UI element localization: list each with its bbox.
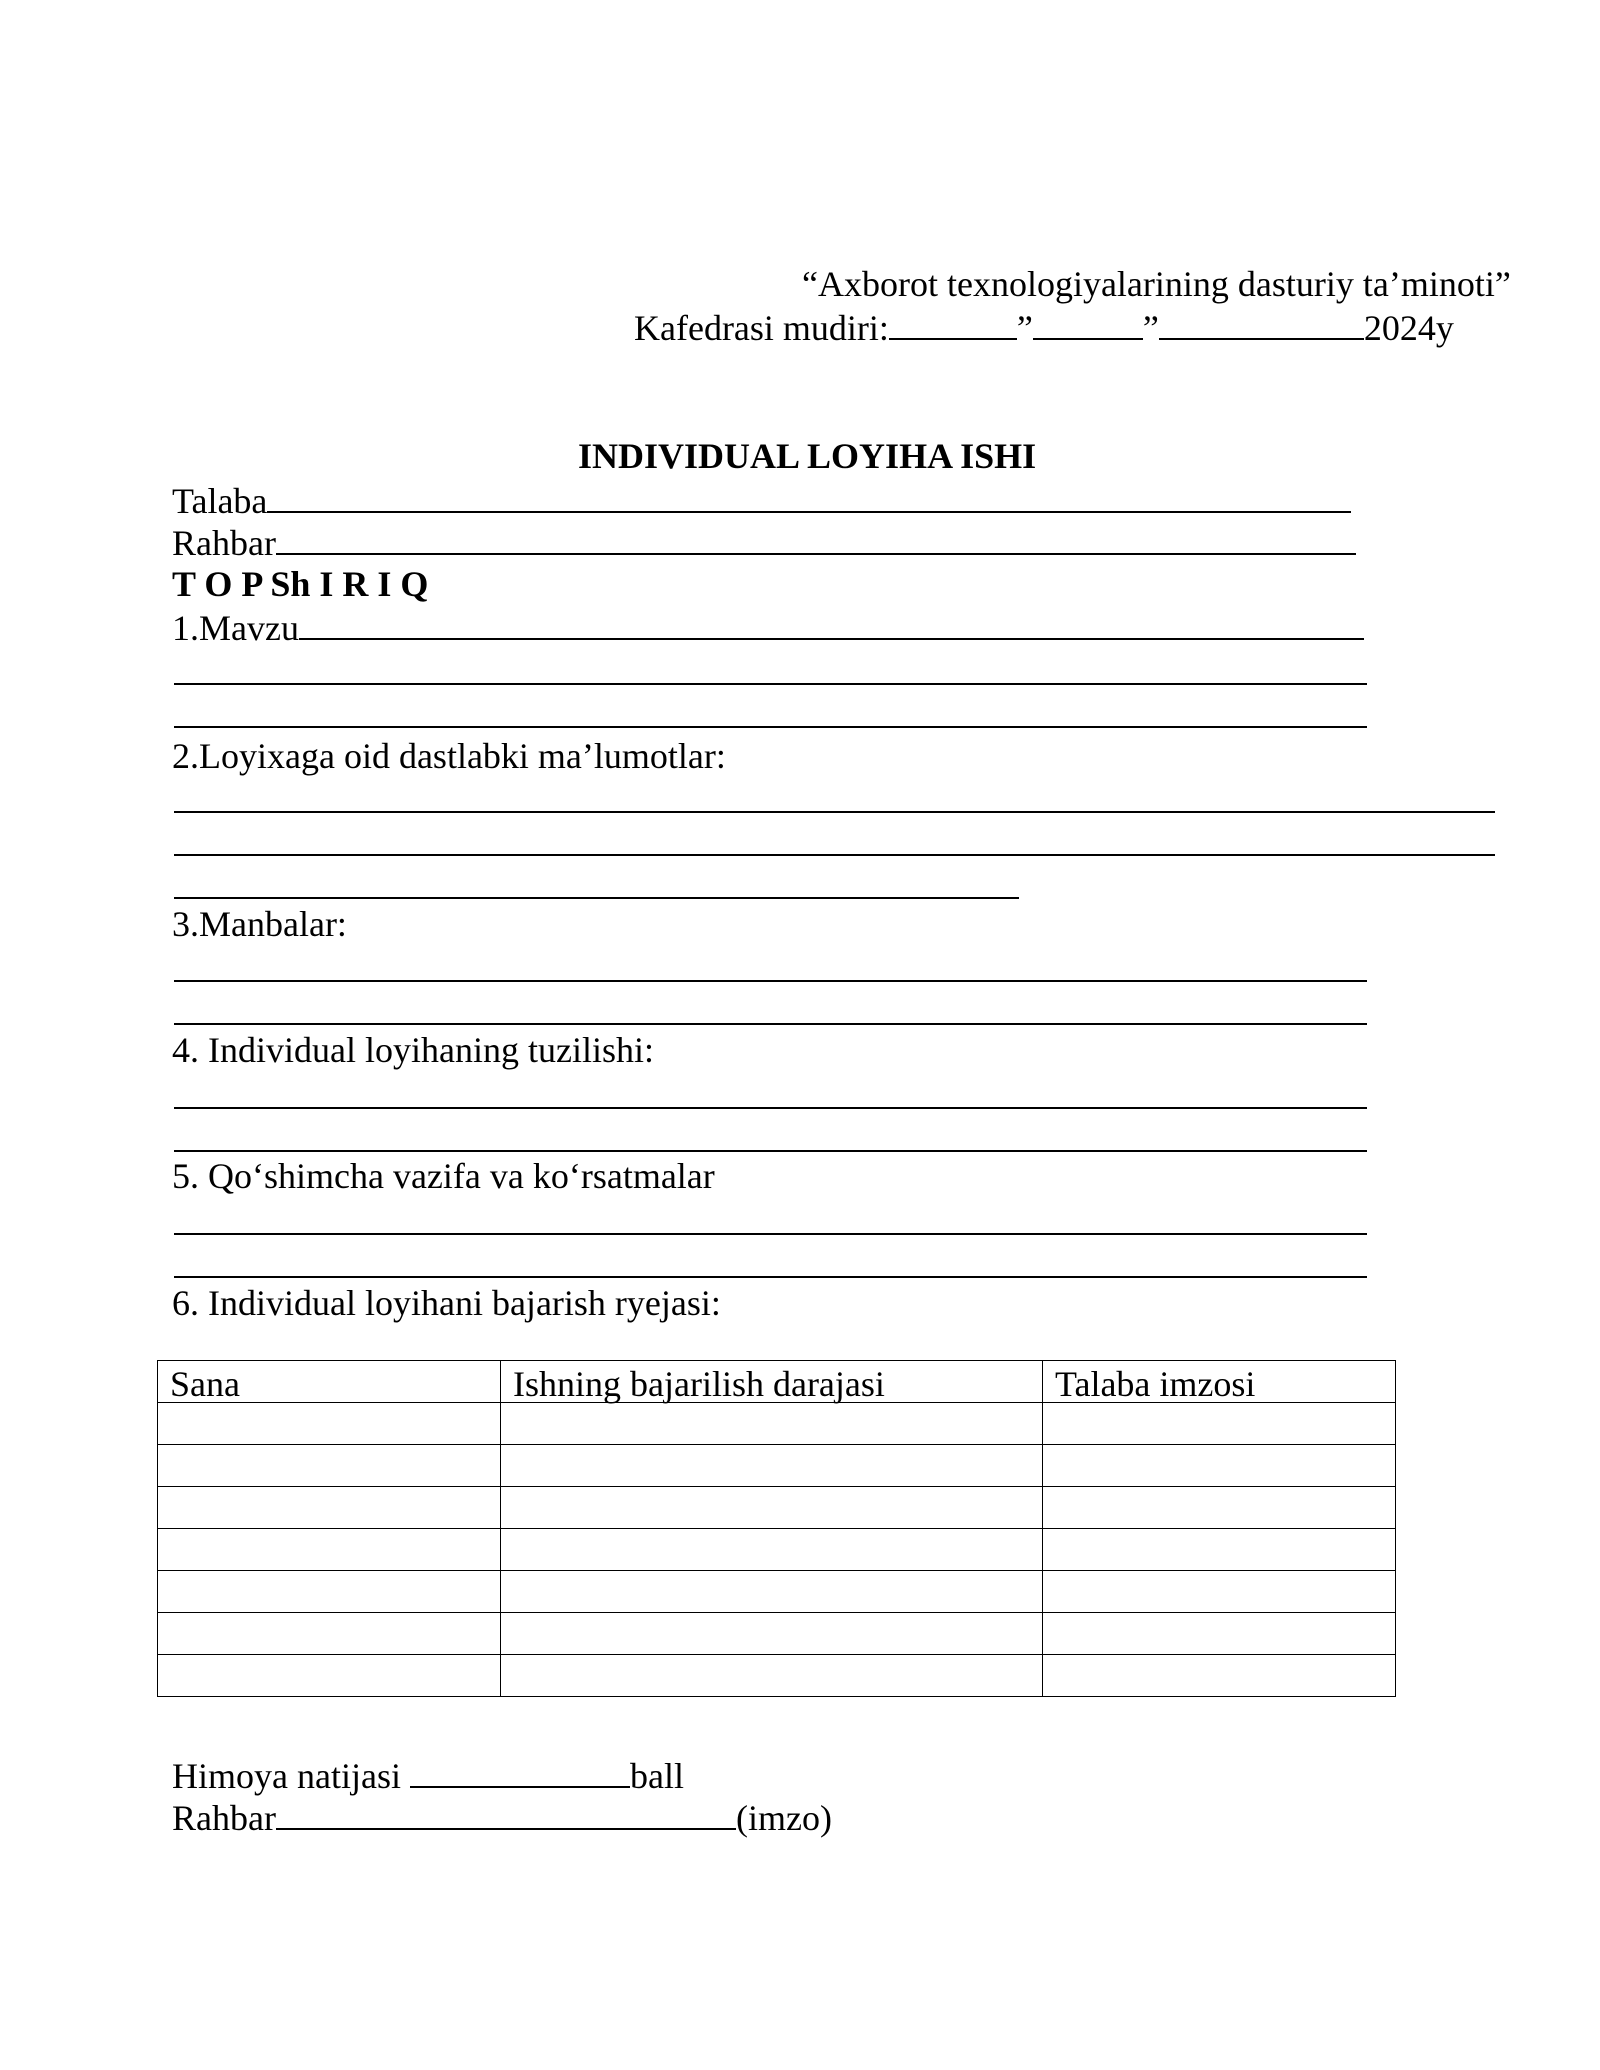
plan-cell-signature[interactable] [1043,1529,1396,1571]
plan-cell-date[interactable] [158,1529,501,1571]
department-head-label: Kafedrasi mudiri: [634,308,889,348]
assignment-heading: T O P Sh I R I Q [172,564,429,604]
supervisor-name-blank[interactable] [276,523,1356,555]
defense-result-label: Himoya natijasi [172,1756,401,1796]
department-head-line [634,308,1454,346]
topic-blank[interactable] [299,608,1364,640]
student-label: Talaba [172,481,268,521]
quote-mark: ” [1016,308,1033,348]
student-name-blank[interactable] [267,481,1351,513]
initial-data-blank-line[interactable] [174,897,1019,899]
plan-cell-signature[interactable] [1043,1403,1396,1445]
document-title: INDIVIDUAL LOYIHA ISHI [578,436,1037,476]
plan-cell-signature[interactable] [1043,1445,1396,1487]
plan-table-row [158,1655,1396,1697]
topic-blank-line[interactable] [174,726,1367,728]
plan-table-row [158,1403,1396,1445]
structure-blank-line[interactable] [174,1107,1367,1109]
signature-hint: (imzo) [735,1798,832,1838]
plan-table-row [158,1445,1396,1487]
initial-data-blank-line[interactable] [174,811,1495,813]
defense-result-line [172,1756,684,1794]
sources-blank-line[interactable] [174,1023,1367,1025]
year-label: 2024y [1363,308,1454,348]
plan-table-row [158,1613,1396,1655]
plan-cell-date[interactable] [158,1445,501,1487]
plan-cell-signature[interactable] [1043,1571,1396,1613]
supervisor-label: Rahbar [172,523,276,563]
plan-cell-date[interactable] [158,1403,501,1445]
plan-table-row [158,1571,1396,1613]
topic-label: 1.Mavzu [172,608,299,648]
initial-data-blank-line[interactable] [174,854,1495,856]
defense-score-blank[interactable] [410,1756,630,1788]
plan-cell-progress[interactable] [501,1571,1043,1613]
topic-line [172,608,1364,646]
structure-label: 4. Individual loyihaning tuzilishi: [172,1030,654,1070]
day-blank[interactable] [1033,308,1143,340]
supervisor-signature-blank[interactable] [276,1798,736,1830]
footer-supervisor-label: Rahbar [172,1798,276,1838]
plan-cell-progress[interactable] [501,1529,1043,1571]
plan-cell-progress[interactable] [501,1655,1043,1697]
plan-cell-date[interactable] [158,1655,501,1697]
extra-tasks-label: 5. Qo‘shimcha vazifa va ko‘rsatmalar [172,1156,715,1196]
plan-cell-progress[interactable] [501,1445,1043,1487]
footer-supervisor-line [172,1798,832,1836]
plan-cell-signature[interactable] [1043,1655,1396,1697]
supervisor-line [172,523,1356,561]
plan-cell-date[interactable] [158,1613,501,1655]
plan-table [157,1360,1396,1697]
plan-cell-progress[interactable] [501,1487,1043,1529]
extra-tasks-blank-line[interactable] [174,1233,1367,1235]
plan-table-row [158,1487,1396,1529]
plan-header-signature: Talaba imzosi [1043,1361,1396,1403]
plan-header-date: Sana [158,1361,501,1403]
plan-cell-date[interactable] [158,1487,501,1529]
quote-mark: ” [1142,308,1159,348]
plan-table-row [158,1529,1396,1571]
plan-cell-progress[interactable] [501,1613,1043,1655]
extra-tasks-blank-line[interactable] [174,1276,1367,1278]
topic-blank-line[interactable] [174,683,1367,685]
defense-unit: ball [629,1756,684,1796]
plan-table-header-row [158,1361,1396,1403]
plan-header-progress: Ishning bajarilish darajasi [501,1361,1043,1403]
head-signature-blank[interactable] [889,308,1017,340]
sources-blank-line[interactable] [174,980,1367,982]
student-line [172,481,1351,519]
plan-cell-signature[interactable] [1043,1613,1396,1655]
plan-cell-date[interactable] [158,1571,501,1613]
initial-data-label: 2.Loyixaga oid dastlabki ma’lumotlar: [172,736,726,776]
plan-cell-signature[interactable] [1043,1487,1396,1529]
sources-label: 3.Manbalar: [172,904,347,944]
department-name: “Axborot texnologiyalarining dasturiy ta’minoti” [802,264,1511,304]
month-blank[interactable] [1159,308,1364,340]
plan-label: 6. Individual loyihani bajarish ryejasi: [172,1283,721,1323]
structure-blank-line[interactable] [174,1150,1367,1152]
plan-cell-progress[interactable] [501,1403,1043,1445]
